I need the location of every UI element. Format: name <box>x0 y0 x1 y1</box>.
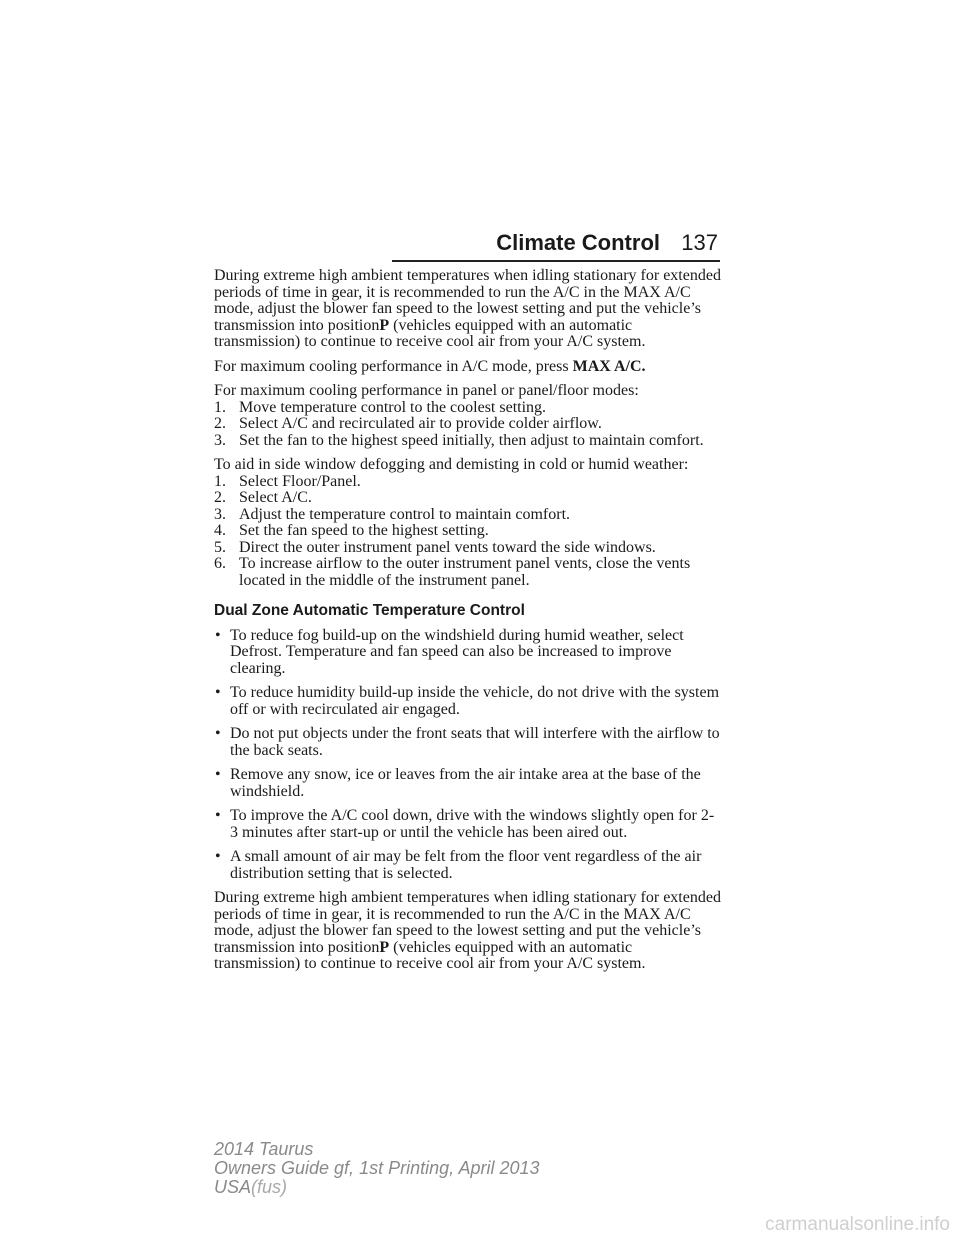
list-item <box>214 433 722 450</box>
list-item <box>214 849 722 882</box>
paragraph-max-ac <box>214 359 722 376</box>
step-text: Select A/C. <box>239 489 312 506</box>
bullet-text: A small amount of air may be felt from the floor vent regardless of the air distribution setting that is selected. <box>230 848 702 882</box>
paragraph-idling-advice-repeat <box>214 890 722 973</box>
step-text: Set the fan to the highest speed initially, then adjust to maintain comfort. <box>239 431 704 449</box>
gear-position-p: P <box>379 316 390 334</box>
list-item <box>214 685 722 718</box>
list-item <box>214 808 722 841</box>
bullet-text: Remove any snow, ice or leaves from the air intake area at the base of the windshield. <box>230 766 701 800</box>
step-number: 2. <box>214 415 226 432</box>
panel-modes-intro: For maximum cooling performance in panel or panel/floor modes: <box>214 382 639 399</box>
paragraph-text: During extreme high ambient temperatures when idling stationary for extended periods of time in gear, it is recommended to run the A/C in the MAX A/C mode, adjust the blower fan speed to the lowest setting and put the vehicle’s transmission into position <box>214 889 721 956</box>
defogging-intro: To aid in side window defogging and demisting in cold or humid weather: <box>214 456 689 473</box>
step-text: Adjust the temperature control to maintain comfort. <box>239 505 571 523</box>
paragraph-text-end: (vehicles equipped with an automatic transmission) to continue to receive cool air from your A/C system. <box>214 938 646 972</box>
step-number: 1. <box>214 398 226 416</box>
list-item <box>214 556 722 589</box>
page-footer <box>214 1140 540 1197</box>
paragraph-text-end: (vehicles equipped with an automatic transmission) to continue to receive cool air from your A/C system. <box>214 316 646 350</box>
section-title: Climate Control <box>496 230 660 255</box>
footer-guide-info: Owners Guide gf, 1st Printing, April 2013 <box>214 1158 540 1178</box>
paragraph-text: During extreme high ambient temperatures when idling stationary for extended periods of time in gear, it is recommended to run the A/C in the MAX A/C mode, adjust the blower fan speed to the lowest setting and put the vehicle’s transmission into position <box>214 267 721 334</box>
step-number: 6. <box>214 555 226 572</box>
footer-model: 2014 Taurus <box>214 1139 314 1159</box>
bullet-icon: • <box>215 807 221 824</box>
bullet-text: Do not put objects under the front seats that will interfere with the airflow to the back seats. <box>230 725 720 759</box>
footer-market-code: (fus) <box>251 1177 288 1197</box>
page-content <box>214 268 722 973</box>
list-item <box>214 628 722 678</box>
step-number: 4. <box>214 522 226 539</box>
paragraph-text: For maximum cooling performance in A/C mode, press <box>214 357 573 375</box>
watermark: carmanualsonline.info <box>765 1214 950 1235</box>
section-subheading: Dual Zone Automatic Temperature Control <box>214 602 525 619</box>
footer-market-name: USA <box>214 1177 252 1197</box>
footer-market <box>214 1178 540 1197</box>
step-text: Set the fan speed to the highest setting. <box>239 522 489 539</box>
list-item <box>214 523 722 540</box>
bullet-icon: • <box>215 848 221 865</box>
bullet-icon: • <box>215 766 221 783</box>
list-item <box>214 767 722 800</box>
dual-zone-tips <box>214 628 722 883</box>
list-item <box>214 400 722 417</box>
max-ac-label: MAX A/C. <box>572 357 646 375</box>
list-item <box>214 474 722 491</box>
list-item <box>214 726 722 759</box>
defogging-steps <box>214 474 722 590</box>
step-number: 3. <box>214 431 226 449</box>
bullet-icon: • <box>215 626 221 644</box>
bullet-text: To reduce fog build-up on the windshield during humid weather, select Defrost. Temperature and fan speed can also be increased to improve clearing. <box>230 626 684 677</box>
bullet-icon: • <box>215 725 221 742</box>
step-text: Select A/C and recirculated air to provide colder airflow. <box>239 415 602 432</box>
bullet-text: To improve the A/C cool down, drive with the windows slightly open for 2-3 minutes after start-up or until the vehicle has been aired out. <box>230 807 715 841</box>
bullet-icon: • <box>215 684 221 701</box>
step-number: 3. <box>214 505 226 523</box>
page-header <box>392 228 720 262</box>
step-text: Select Floor/Panel. <box>239 472 361 490</box>
bullet-text: To reduce humidity build-up inside the vehicle, do not drive with the system off or with recirculated air engaged. <box>230 684 720 718</box>
page-number: 137 <box>681 230 718 255</box>
step-text: To increase airflow to the outer instrument panel vents, close the vents located in the middle of the instrument panel. <box>239 555 691 589</box>
step-number: 5. <box>214 538 226 556</box>
step-text: Move temperature control to the coolest setting. <box>239 398 547 416</box>
step-text: Direct the outer instrument panel vents toward the side windows. <box>239 538 656 556</box>
list-item <box>214 507 722 524</box>
list-item <box>214 416 722 433</box>
list-item <box>214 490 722 507</box>
list-item <box>214 540 722 557</box>
panel-modes-steps <box>214 400 722 450</box>
step-number: 2. <box>214 489 226 506</box>
paragraph-idling-advice <box>214 268 722 351</box>
step-number: 1. <box>214 472 226 490</box>
gear-position-p: P <box>379 938 390 956</box>
